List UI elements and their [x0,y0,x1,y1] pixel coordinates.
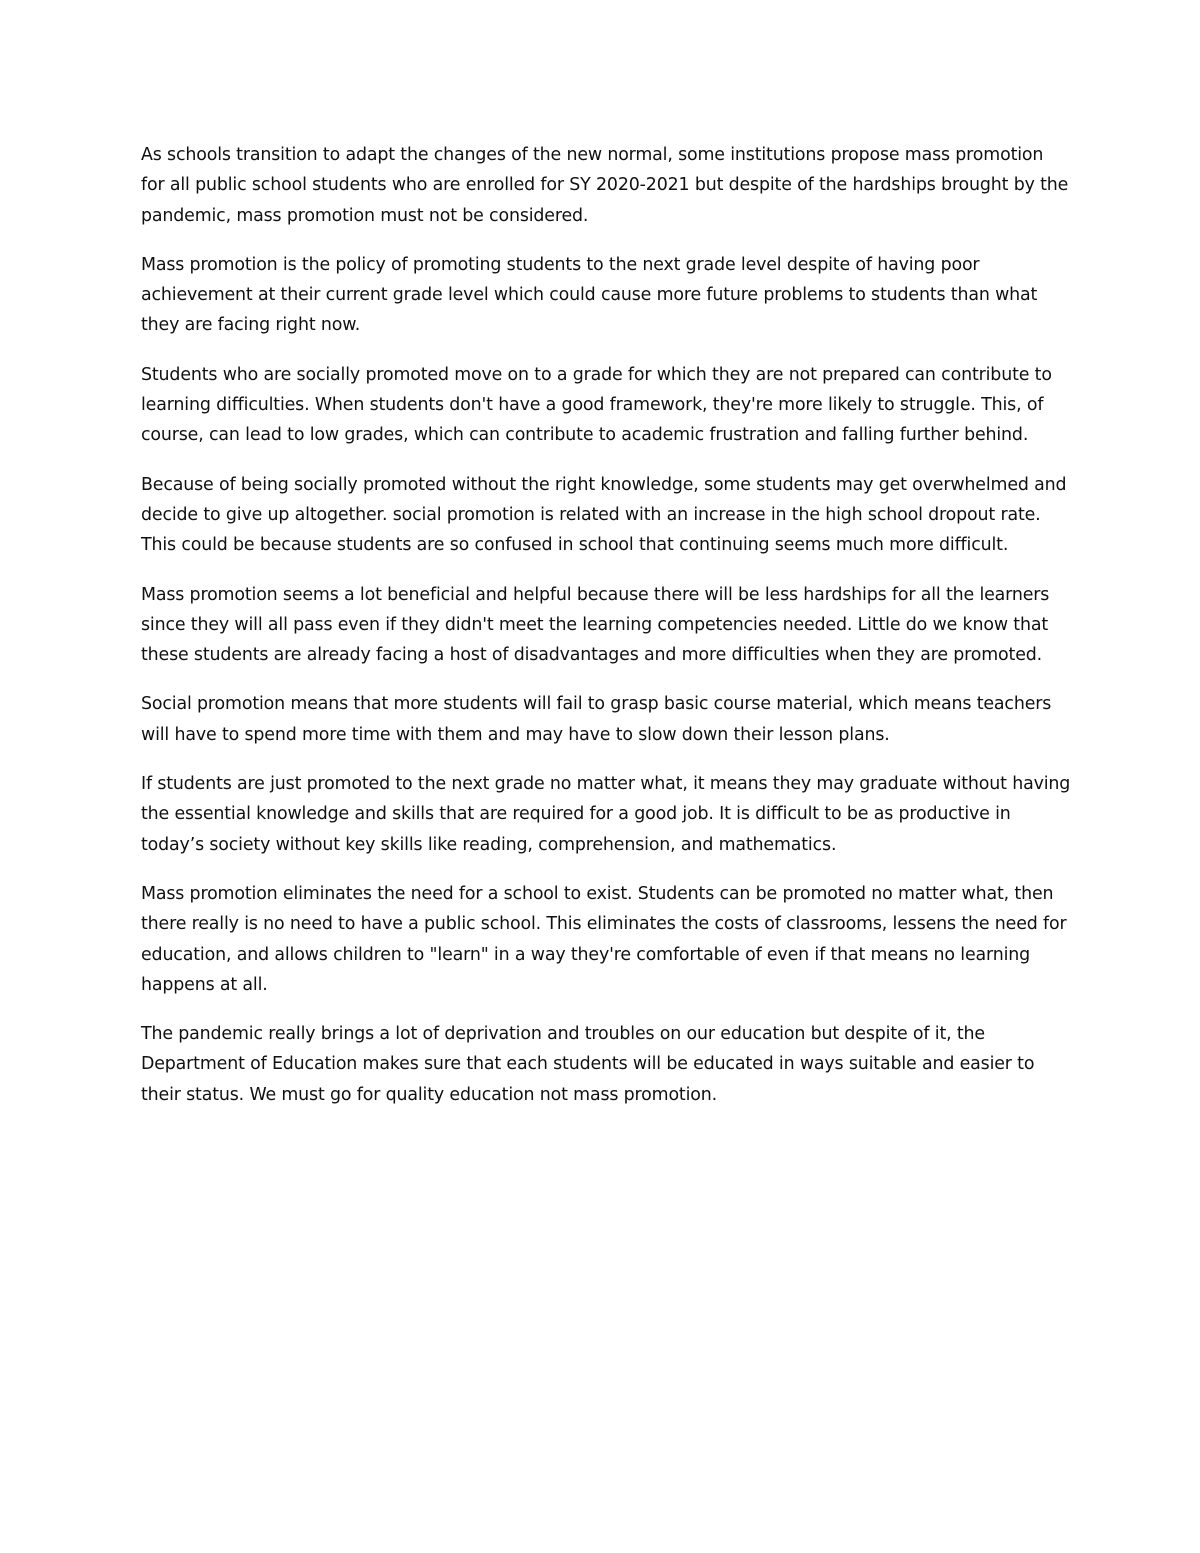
paragraph-1: As schools transition to adapt the changes of the new normal, some institutions propose mass promotion for all public school students who are enrolled for SY 2020-2021 but despite of the hardships brought by the pandemic, mass promotion must not be considered. [141,145,1069,226]
paragraph-2: Mass promotion is the policy of promoting students to the next grade level despite of having poor achievement at their current grade level which could cause more future problems to students than what they are facing right now. [141,254,1038,336]
paragraph-5: Mass promotion seems a lot beneficial and helpful because there will be less hardships for all the learners since they will all pass even if they didn't meet the learning competencies needed. Little do we know that these students are already facing a host of disadvantages and more difficulties when they are promoted. [141,584,1050,666]
paragraph-4: Because of being socially promoted without the right knowledge, some students may get overwhelmed and decide to give up altogether. social promotion is related with an increase in the high school dropout rate. This could be because students are so confused in school that continuing seems much more difficult. [141,474,1067,556]
paragraph-3: Students who are socially promoted move on to a grade for which they are not prepared can contribute to learning difficulties. When students don't have a good framework, they're more likely to struggle. This, of course, can lead to low grades, which can contribute to academic frustration and falling further behind. [141,364,1052,446]
paragraph-7: If students are just promoted to the next grade no matter what, it means they may graduate without having the essential knowledge and skills that are required for a good job. It is difficult to be as productive in today’s society without key skills like reading, comprehension, and mathematics. [141,774,1071,855]
document-body [141,140,1071,1129]
paragraph-8: Mass promotion eliminates the need for a school to exist. Students can be promoted no matter what, then there really is no need to have a public school. This eliminates the costs of classrooms, lessens the need for education, and allows children to "learn" in a way they're comfortable of even if that means no learning happens at all. [141,883,1067,995]
paragraph-9: The pandemic really brings a lot of deprivation and troubles on our education but despite of it, the Department of Education makes sure that each students will be educated in ways suitable and easier to their status. We must go for quality education not mass promotion. [141,1024,1035,1105]
paragraph-6: Social promotion means that more students will fail to grasp basic course material, which means teachers will have to spend more time with them and may have to slow down their lesson plans. [141,694,1052,745]
